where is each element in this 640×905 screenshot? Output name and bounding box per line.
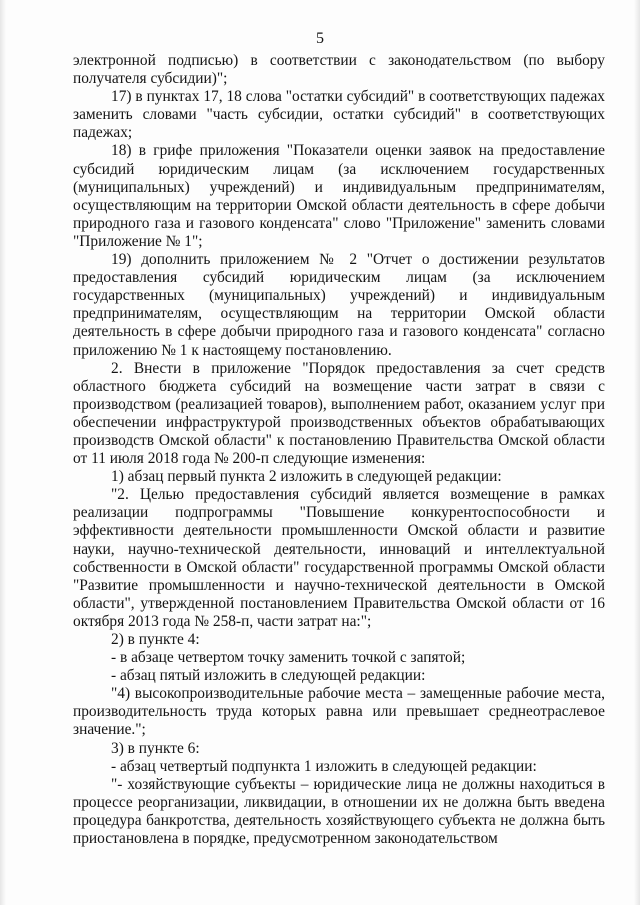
paragraph: "2. Целью предоставления субсидий является возмещение в рамках реализации подпрограммы "Повышение конкурентоспособности и эффективности деятельности промышленности Омской области и развитие науки, научно-технической деятельности, инноваций и интеллектуальной собственности в Омской области" государственной программы Омской области "Развитие промышленности и научно-технической деятельности в Омской области", утвержденной постановлением Правительства Омской области от 16 октября 2013 года № 258-п, части затрат на:"; [73, 486, 605, 630]
page-number: 5 [316, 30, 324, 47]
paragraph: 2) в пункте 4: [111, 631, 200, 648]
paragraph: 2. Внести в приложение "Порядок предоставления за счет средств областного бюджета субсидий на возмещение части затрат в связи с производством (реализацией товаров), выполнением работ, оказанием услуг при обеспечении инфраструктурой производственных объектов обрабатывающих производств Омской области" к постановлению Правительства Омской области от 11 июля 2018 года № 200-п следующие изменения: [73, 359, 605, 468]
paragraph: - абзац четвертый подпункта 1 изложить в следующей редакции: [111, 757, 537, 775]
paragraph: 18) в грифе приложения "Показатели оценки заявок на предоставление субсидий юридическим лицам (за исключением государственных (муниципальных) учреждений) и индивидуальным предпринимателям, осуществляющим на территории Омской области деятельность в сфере добычи природного газа и газового конденсата" слово "Приложение" заменить словами "Приложение № 1"; [73, 142, 605, 250]
document-body [73, 52, 605, 848]
paragraph: - в абзаце четвертом точку заменить точкой с запятой; [111, 649, 466, 667]
paragraph: 3) в пункте 6: [111, 739, 200, 757]
scan-edge-left [0, 0, 6, 905]
paragraph: 19) дополнить приложением № 2 "Отчет о достижении результатов предоставления субсидий юридическим лицам (за исключением государственных (муниципальных) учреждений) и индивидуальным предпринимателям, осуществляющим на территории Омской области деятельность в сфере добычи природного газа и газового конденсата" согласно приложению № 1 к настоящему постановлению. [73, 251, 605, 359]
scan-edge-right [634, 0, 640, 905]
paragraph: электронной подписью) в соответствии с законодательством (по выбору получателя субсидии)"; [73, 52, 605, 88]
paragraph: "- хозяйствующие субъекты – юридические лица не должны находиться в процессе реорганизации, ликвидации, в отношении их не должна быть введена процедура банкротства, деятельность хозяйствующего субъекта не должна быть приостановлена в порядке, предусмотренном законодательством [73, 775, 605, 848]
paragraph: 1) абзац первый пункта 2 изложить в следующей редакции: [111, 468, 502, 486]
paragraph: - абзац пятый изложить в следующей редакции: [111, 667, 426, 685]
paragraph: 17) в пунктах 17, 18 слова "остатки субсидий" в соответствующих падежах заменить словами "часть субсидии, остатки субсидий" в соответствующих падежах; [73, 88, 605, 142]
paragraph: "4) высокопроизводительные рабочие места – замещенные рабочие места, производительность труда которых равна или превышает среднеотраслевое значение."; [73, 685, 605, 739]
